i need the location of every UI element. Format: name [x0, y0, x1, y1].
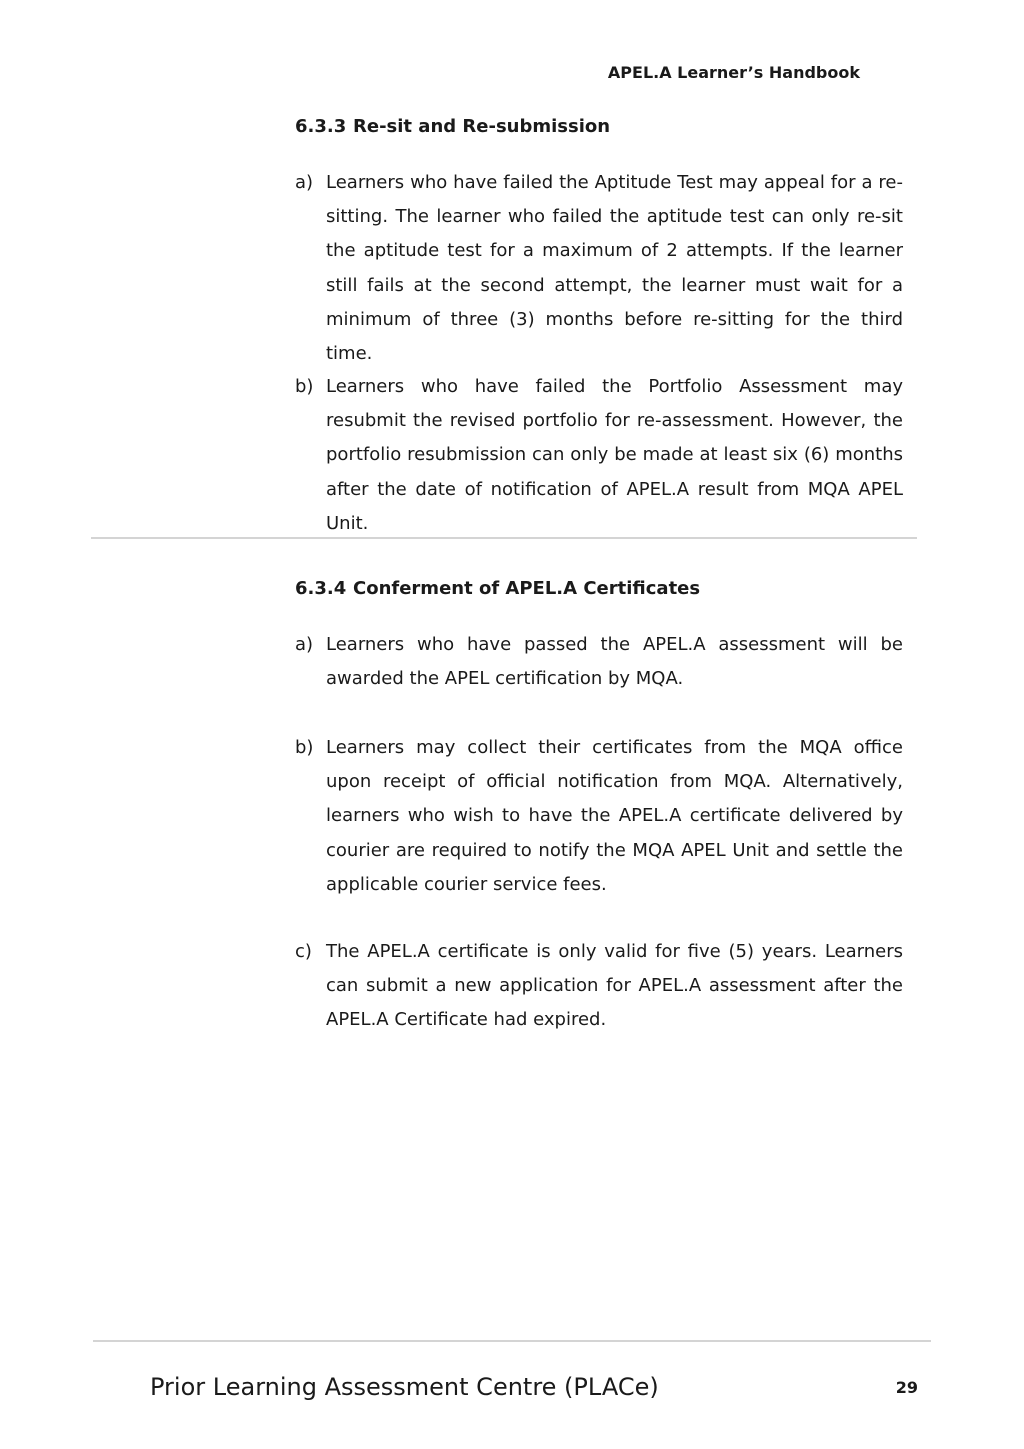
section-number: 6.3.3 [295, 116, 347, 137]
list-item-text: Learners who have passed the APEL.A assessment will be awarded the APEL certification by MQA. [326, 634, 903, 690]
page-number: 29 [895, 1378, 918, 1397]
section-heading-6-3-3 [295, 115, 905, 139]
running-header: APEL.A Learner’s Handbook [607, 63, 860, 82]
section-number: 6.3.4 [295, 578, 347, 599]
list-marker: b) [295, 737, 314, 758]
list-item-6-3-3-b [295, 370, 903, 541]
list-item-text: The APEL.A certificate is only valid for five (5) years. Learners can submit a new application for APEL.A assessment after the APEL.A Certificate had expired. [326, 941, 903, 1031]
list-marker: b) [295, 376, 314, 397]
list-item-text: Learners may collect their certificates from the MQA office upon receipt of official notification from MQA. Alternatively, learners who wish to have the APEL.A certificate delivered by courier are required to notify the MQA APEL Unit and settle the applicable courier service fees. [326, 737, 903, 895]
list-item-6-3-4-a [295, 628, 903, 696]
list-item-text: Learners who have failed the Portfolio Assessment may resubmit the revised portfolio for re-assessment. However, the portfolio resubmission can only be made at least six (6) months after the date of notification of APEL.A result from MQA APEL Unit. [326, 376, 903, 534]
section-title: Re-sit and Re-submission [353, 116, 611, 137]
list-marker: a) [295, 634, 314, 655]
list-marker: a) [295, 172, 314, 193]
section-heading-6-3-4 [295, 577, 905, 601]
list-item-6-3-4-b [295, 731, 903, 902]
footer-divider [93, 1340, 931, 1342]
section-divider [91, 537, 917, 539]
list-item-6-3-4-c [295, 935, 903, 1038]
list-marker: c) [295, 941, 312, 962]
list-item-text: Learners who have failed the Aptitude Test may appeal for a re-sitting. The learner who failed the aptitude test can only re-sit the aptitude test for a maximum of 2 attempts. If the learner still fails at the second attempt, the learner must wait for a minimum of three (3) months before re-sitting for the third time. [326, 172, 903, 365]
list-item-6-3-3-a [295, 166, 903, 371]
section-title: Conferment of APEL.A Certificates [353, 578, 701, 599]
footer-title: Prior Learning Assessment Centre (PLACe) [150, 1373, 659, 1401]
